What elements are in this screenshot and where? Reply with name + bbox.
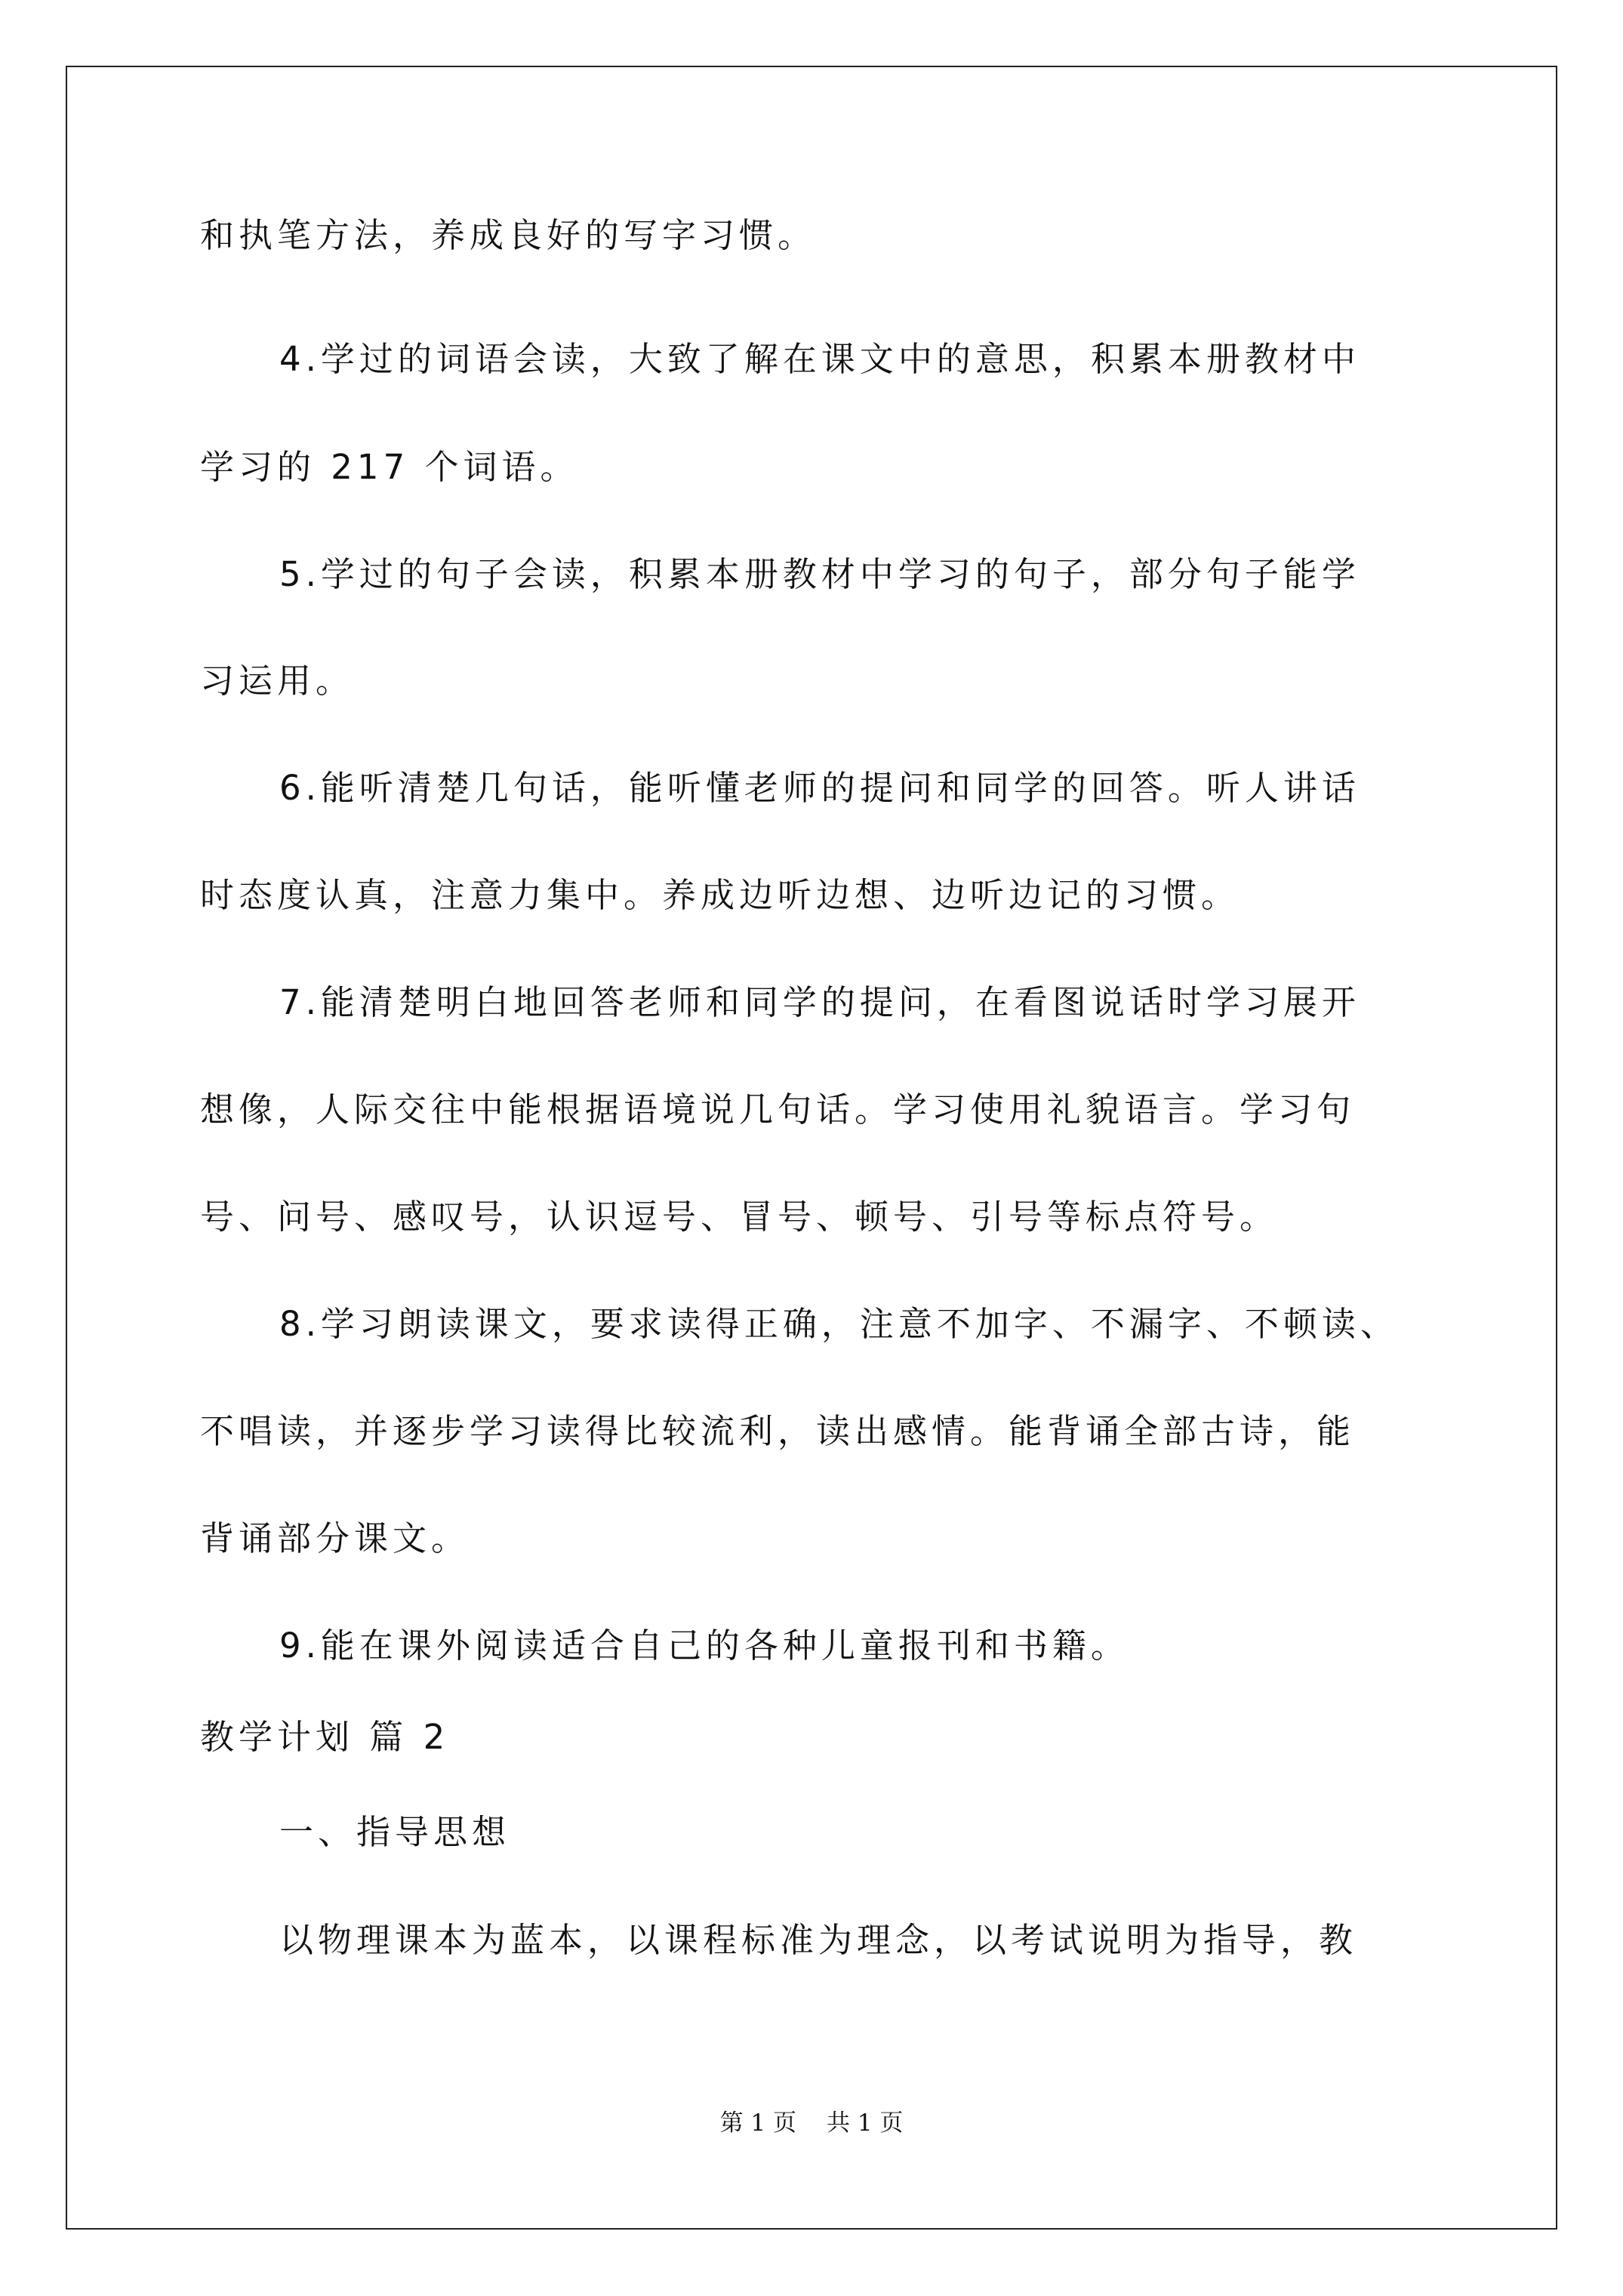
list-item-6: 6.能听清楚几句话，能听懂老师的提问和同学的回答。听人讲话: [279, 768, 1360, 808]
list-item-9: 9.能在课外阅读适合自己的各种儿童报刊和书籍。: [279, 1626, 1129, 1666]
page-total: 共 1 页: [827, 2110, 904, 2137]
section-heading: 教学计划 篇 2: [200, 1717, 450, 1757]
list-item-8: 8.学习朗读课文，要求读得正确，注意不加字、不漏字、不顿读、: [279, 1304, 1399, 1344]
text-line: 号、问号、感叹号，认识逗号、冒号、顿号、引号等标点符号。: [200, 1197, 1279, 1237]
text-line: 以物理课本为蓝本，以课程标准为理念，以考试说明为指导，教: [279, 1920, 1358, 1960]
page-border: [66, 66, 1557, 2230]
text-line: 和执笔方法，养成良好的写字习惯。: [200, 215, 817, 255]
page-footer: [0, 2112, 1623, 2135]
list-item-5: 5.学过的句子会读，积累本册教材中学习的句子，部分句子能学: [279, 554, 1360, 594]
subsection-heading: 一、指导思想: [279, 1812, 511, 1852]
page-number: 第 1 页: [719, 2110, 796, 2137]
text-line: 学习的 217 个词语。: [200, 447, 579, 487]
text-line: 时态度认真，注意力集中。养成边听边想、边听边记的习惯。: [200, 875, 1240, 915]
text-line: 不唱读，并逐步学习读得比较流利，读出感情。能背诵全部古诗，能: [200, 1411, 1356, 1451]
text-line: 想像，人际交往中能根据语境说几句话。学习使用礼貌语言。学习句: [200, 1089, 1356, 1130]
text-line: 习运用。: [200, 661, 355, 701]
list-item-7: 7.能清楚明白地回答老师和同学的提问，在看图说话时学习展开: [279, 982, 1360, 1022]
text-line: 背诵部分课文。: [200, 1518, 470, 1558]
list-item-4: 4.学过的词语会读，大致了解在课文中的意思，积累本册教材中: [279, 339, 1360, 379]
